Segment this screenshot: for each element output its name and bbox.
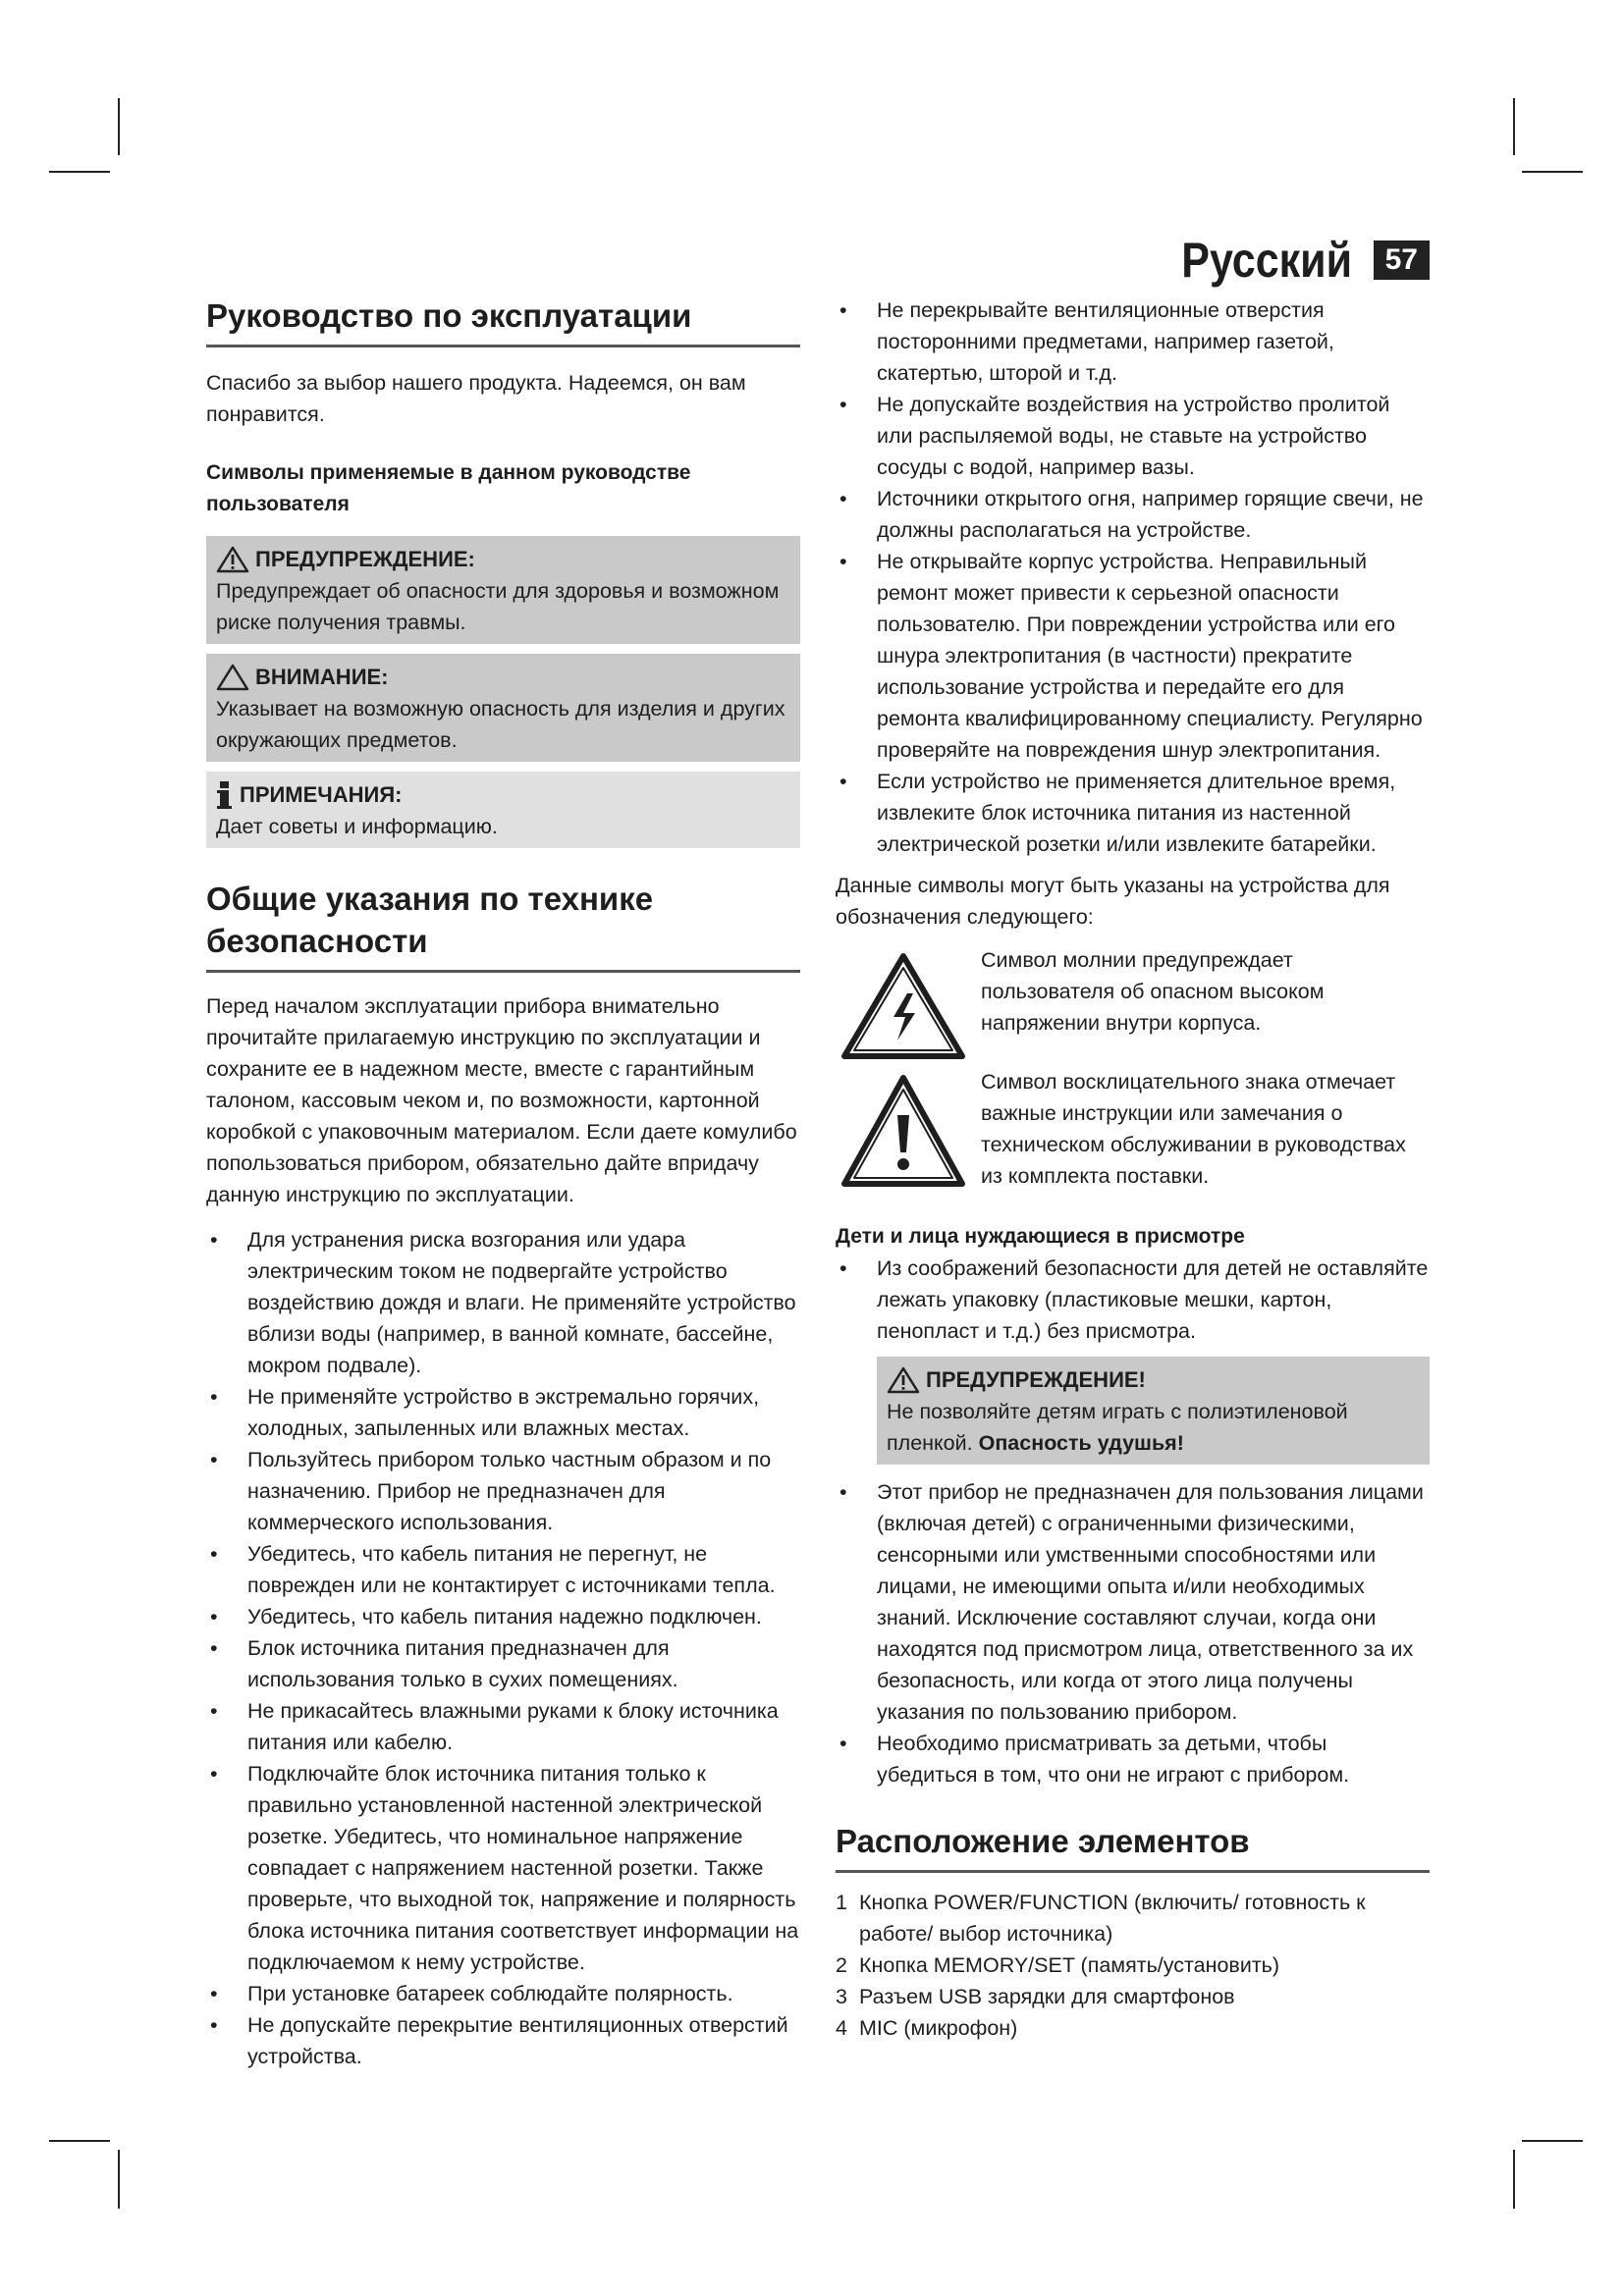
crop-mark (118, 2150, 120, 2209)
list-item: • Подключайте блок источника питания только к правильно установленной настенной электрической розетке. Убедитесь, что номинальное напряжение совпадает с напряжением настенной розетки. Также проверьте, что выходной ток, напряжение и полярность блока источника питания соответствует информации на подключаемом к нему устройстве. (206, 1758, 800, 1978)
list-item: • При установке батареек соблюдайте полярность. (206, 1978, 800, 2009)
child-warning-bold: Опасность удушья! (978, 1431, 1184, 1455)
caution-text: Указывает на возможную опасность для изделия и других окружающих предметов. (216, 697, 785, 752)
list-item: • Убедитесь, что кабель питания не перегнут, не поврежден или не контактирует с источниками тепла. (206, 1538, 800, 1601)
list-item: 1 Кнопка POWER/FUNCTION (включить/ готовность к работе/ выбор источника) (836, 1891, 1366, 1946)
safety-intro: Перед началом эксплуатации прибора внимательно прочитайте прилагаемую инструкцию по эксплуатации и сохраните ее в надежном месте, вместе с гарантийным талоном, кассовым чеком и, по возможности, картонной коробкой с упаковочным материалом. Если даете комулибо попользоваться прибором, обязательно дайте впридачу данную инструкцию по эксплуатации. (206, 994, 797, 1206)
crop-mark (1522, 2140, 1583, 2142)
safety-list-continued (836, 294, 1430, 860)
caution-box (206, 654, 800, 762)
symbols-heading: Символы применяемые в данном руководстве пользователя (206, 461, 691, 515)
list-item: • Если устройство не применяется длительное время, извлеките блок источника питания из настенной электрической розетки и/или извлеките батарейки. (836, 766, 1430, 860)
exclamation-warning-icon (840, 1074, 966, 1190)
lightning-warning-icon (840, 952, 966, 1060)
list-item: • Не перекрывайте вентиляционные отверстия посторонними предметами, например газетой, скатертью, шторой и т.д. (836, 294, 1430, 389)
crop-mark (1513, 2150, 1515, 2209)
manual-title: Руководство по эксплуатации (206, 294, 800, 347)
crop-mark (49, 2140, 110, 2142)
list-item: • Не применяйте устройство в экстремально горячих, холодных, запыленных или влажных местах. (206, 1381, 800, 1444)
child-warning-title: ПРЕДУПРЕЖДЕНИЕ! (926, 1367, 1146, 1392)
warning-triangle-icon (216, 546, 249, 573)
crop-mark (1513, 98, 1515, 155)
language-label: Русский (1180, 233, 1352, 288)
exclamation-text: Символ восклицательного знака отмечает важные инструкции или замечания о техническом обслуживании в руководствах из комплекта поставки. (981, 1070, 1406, 1188)
list-item: • Источники открытого огня, например горящие свечи, не должны располагаться на устройстве. (836, 483, 1430, 546)
child-warning-text: Не позволяйте детям играть с полиэтиленовой пленкой. (887, 1400, 1348, 1455)
safety-list (206, 1224, 800, 2072)
child-warning-box (877, 1357, 1430, 1465)
list-item: 4 MIC (микрофон) (836, 2016, 1018, 2040)
lightning-symbol-row (836, 944, 1430, 1060)
warning-triangle-icon (887, 1366, 920, 1394)
elements-title: Расположение элементов (836, 1820, 1430, 1873)
elements-list (836, 1887, 1430, 2044)
list-item: • Для устранения риска возгорания или удара электрическим током не подвергайте устройство воздействию дождя и влаги. Не применяйте устройство вблизи воды (например, в ванной комнате, бассейне, мокром подвале). (206, 1224, 800, 1381)
caution-triangle-icon (216, 664, 249, 691)
list-item: • Не открывайте корпус устройства. Неправильный ремонт может привести к серьезной опасности пользователю. При повреждении устройства или его шнура электропитания (в частности) прекратите использование устройства и передайте его для ремонта квалифицированному специалисту. Регулярно проверяйте на повреждения шнур электропитания. (836, 546, 1430, 766)
crop-mark (118, 98, 120, 155)
list-item: • Не допускайте воздействия на устройство пролитой или распыляемой воды, не ставьте на устройство сосуды с водой, например вазы. (836, 389, 1430, 483)
list-item: • Пользуйтесь прибором только частным образом и по назначению. Прибор не предназначен для коммерческого использования. (206, 1444, 800, 1538)
list-item: • Этот прибор не предназначен для пользования лицами (включая детей) с ограниченными физическими, сенсорными или умственными способностями или лицами, не имеющими опыта и/или необходимых знаний. Исключение составляют случаи, когда они находятся под присмотром лица, ответственного за их безопасность, или когда от этого лица получены указания по пользованию прибором. (836, 1476, 1430, 1728)
warning-title: ПРЕДУПРЕЖДЕНИЕ: (255, 547, 475, 571)
crop-mark (49, 171, 110, 173)
exclamation-symbol-row (836, 1066, 1430, 1192)
notes-box (206, 772, 800, 848)
left-column (206, 294, 800, 2072)
lightning-text: Символ молнии предупреждает пользователя об опасном высоком напряжении внутри корпуса. (981, 948, 1325, 1035)
notes-title: ПРИМЕЧАНИЯ: (240, 782, 403, 807)
list-item: • Необходимо присматривать за детьми, чтобы убедиться в том, что они не играют с прибором. (836, 1728, 1430, 1790)
children-list-continued (836, 1476, 1430, 1790)
page-header (1154, 232, 1430, 289)
info-icon (216, 780, 234, 810)
list-item: • Не допускайте перекрытие вентиляционных отверстий устройства. (206, 2009, 800, 2072)
safety-title: Общие указания по технике безопасности (206, 878, 800, 973)
list-item: 2 Кнопка MEMORY/SET (память/установить) (836, 1953, 1280, 1977)
children-list (836, 1253, 1430, 1347)
children-heading: Дети и лица нуждающиеся в присмотре (836, 1225, 1245, 1248)
crop-mark (1522, 171, 1583, 173)
notes-text: Дает советы и информацию. (216, 815, 498, 838)
list-item: • Не прикасайтесь влажными руками к блоку источника питания или кабелю. (206, 1695, 800, 1758)
right-column (836, 294, 1430, 2044)
intro-text: Спасибо за выбор нашего продукта. Надеемся, он вам понравится. (206, 371, 746, 426)
list-item: • Блок источника питания предназначен для использования только в сухих помещениях. (206, 1632, 800, 1695)
list-item: • Убедитесь, что кабель питания надежно подключен. (206, 1601, 800, 1632)
page-number: 57 (1374, 240, 1430, 280)
warning-text: Предупреждает об опасности для здоровья и возможном риске получения травмы. (216, 579, 780, 634)
list-item: 3 Разъем USB зарядки для смартфонов (836, 1985, 1235, 2008)
list-item: • Из соображений безопасности для детей не оставляйте лежать упаковку (пластиковые мешки, картон, пенопласт и т.д.) без присмотра. (836, 1253, 1430, 1347)
warning-box (206, 536, 800, 644)
caution-title: ВНИМАНИЕ: (255, 665, 389, 689)
symbols-intro: Данные символы могут быть указаны на устройства для обозначения следующего: (836, 874, 1390, 929)
